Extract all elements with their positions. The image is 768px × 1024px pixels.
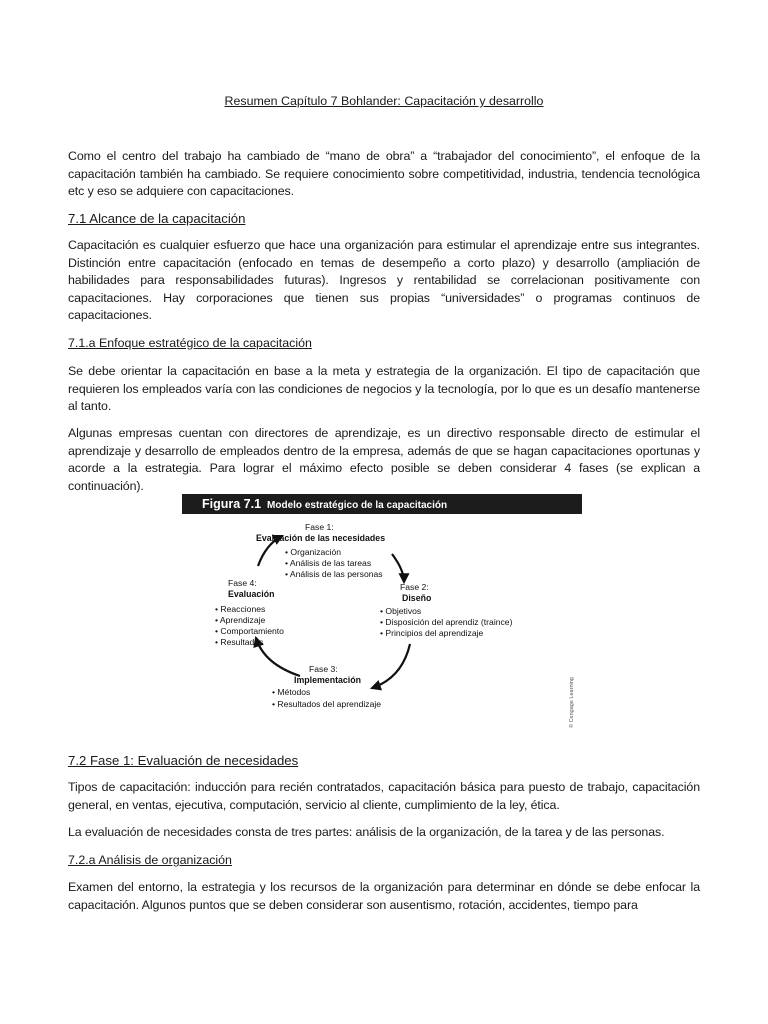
phase1-item: • Análisis de las personas [285,569,383,579]
section-7-1-heading: 7.1 Alcance de la capacitación [68,211,246,226]
section-7-1-a-paragraph-2: Algunas empresas cuentan con directores de aprendizaje, es un directivo responsable directo de estimular el aprendizaje y desarrollo de empleados dentro de la empresa, además de que se hagan capacitaciones oportunas y acorde a la estrategia. Para lograr el máximo efecto posible se deben considerar 4 fases (se explican a continuación). [68,426,700,493]
phase2-item: • Principios del aprendizaje [380,628,484,638]
arrow-phase2-to-phase3 [372,644,410,688]
section-7-2-heading: 7.2 Fase 1: Evaluación de necesidades [68,753,299,768]
section-7-2-a-paragraph: Examen del entorno, la estrategia y los recursos de la organización para determinar en dónde se debe enfocar la capacitación. Algunos puntos que se deben considerar son ausentismo, rotación, accidentes, tiempo para [68,880,700,912]
document-title: Resumen Capítulo 7 Bohlander: Capacitación y desarrollo [224,94,544,108]
figure-credit: © Cengage Learning [569,677,575,728]
phase1-item: • Organización [285,547,342,557]
section-7-1-a-heading: 7.1.a Enfoque estratégico de la capacitación [68,336,312,350]
figure-header [182,494,582,514]
phase3-item: • Resultados del aprendizaje [272,699,382,709]
phase4-label: Fase 4: [228,578,257,588]
phase4-item: • Aprendizaje [215,615,266,625]
phase3-item: • Métodos [272,687,311,697]
phase3-name: Implementación [294,675,361,685]
phase4-item: • Reacciones [215,604,266,614]
intro-paragraph: Como el centro del trabajo ha cambiado de “mano de obra” a “trabajador del conocimiento”, el enfoque de la capacitación también ha cambiado. Se requiere conocimiento sobre competitividad, industria, tendencia tecnológica etc y eso se adquiere con capacitaciones. [68,149,700,198]
section-7-1-paragraph: Capacitación es cualquier esfuerzo que hace una organización para estimular el aprendizaje entre sus integrantes. Distinción entre capacitación (enfocado en temas de desempeño a corto plazo) y desarrollo (ampliación de habilidades para responsabilidades futuras). Ingresos y rentabilidad se correlacionan positivamente con capacitaciones. Hay corporaciones que tienen sus propias “universidades” o programas continuos de capacitaciones. [68,238,700,322]
section-7-2-a-heading: 7.2.a Análisis de organización [68,853,232,867]
phase2-item: • Objetivos [380,606,422,616]
phase1-item: • Análisis de las tareas [285,558,372,568]
phase2-label: Fase 2: [400,582,429,592]
phase4-name: Evaluación [228,589,275,599]
section-7-2-paragraph-1: Tipos de capacitación: inducción para recién contratados, capacitación básica para puesto de trabajo, capacitación general, en ventas, ejecutiva, computación, servicio al cliente, cumplimiento de la ley, ética. [68,780,700,812]
phase4-item: • Comportamiento [215,626,284,636]
phase2-item: • Disposición del aprendiz (traince) [380,617,513,627]
phase1-name: Evaluación de las necesidades [256,533,386,543]
phase1-label: Fase 1: [305,522,334,532]
figure-caption: Modelo estratégico de la capacitación [267,500,448,511]
figure-7-1 [182,494,582,738]
section-7-1-a-paragraph-1: Se debe orientar la capacitación en base a la meta y estrategia de la organización. El tipo de capacitación que requieren los empleados varía con las condiciones de negocios y la tecnología, por lo que es un desafío mantenerse al tanto. [68,364,700,413]
phase3-label: Fase 3: [309,664,338,674]
training-cycle-diagram [182,514,582,738]
phase4-item: • Resultados [215,637,264,647]
phase2-name: Diseño [402,593,432,603]
arrow-phase1-to-phase2 [392,554,404,582]
section-7-2-paragraph-2: La evaluación de necesidades consta de tres partes: análisis de la organización, de la tarea y de las personas. [68,825,665,839]
figure-number: Figura 7.1 [202,497,262,511]
